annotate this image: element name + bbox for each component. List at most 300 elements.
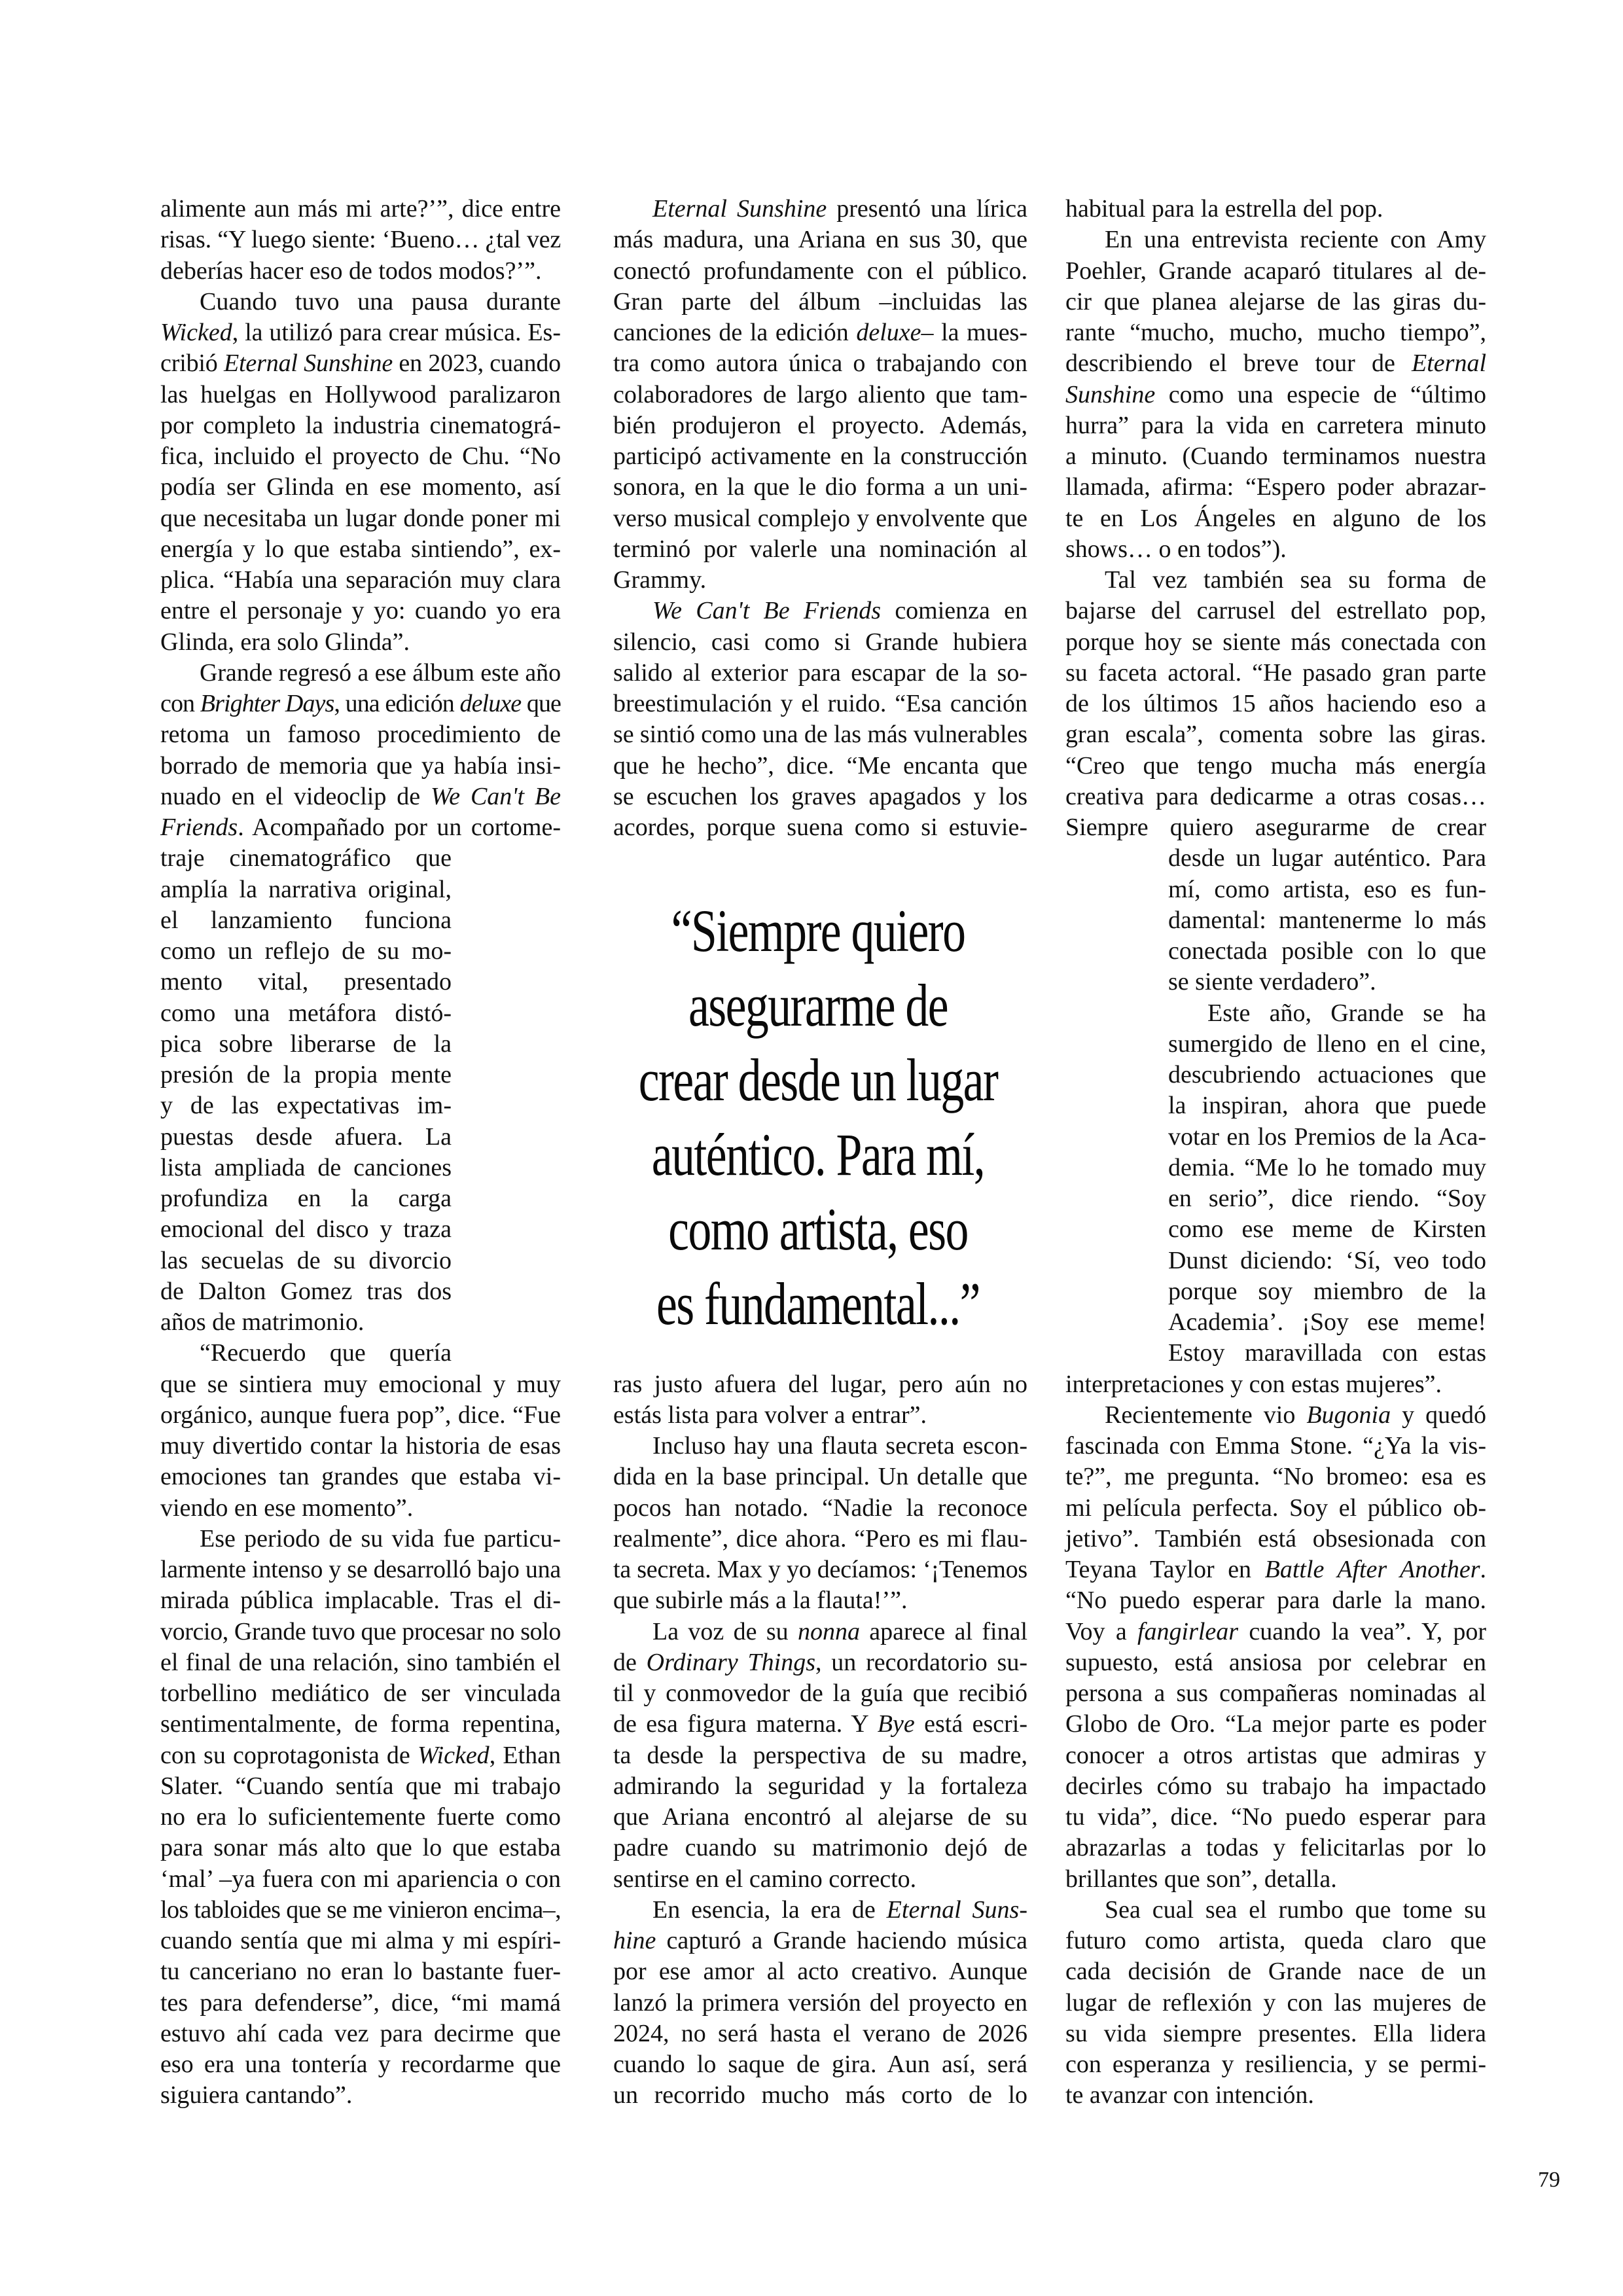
text-run: llamada, afirma: “Espero poder abrazar- (1065, 473, 1486, 501)
text-run: de Dalton Gomez tras dos (160, 1277, 452, 1305)
text-run: acordes, porque suena como si estuvie- (613, 814, 1027, 841)
text-run: estuvo ahí cada vez para decirme que (160, 2019, 561, 2047)
text-line (1105, 565, 1486, 596)
text-line (613, 1524, 1027, 1554)
text-run: mirada pública implacable. Tras el di- (160, 1587, 561, 1615)
text-line (160, 380, 561, 410)
text-line (160, 1493, 561, 1524)
text-run: comienza en (881, 597, 1027, 625)
text-line (1168, 1338, 1486, 1369)
text-line (613, 1369, 1027, 1400)
text-run: habitual para la estrella del pop. (1065, 195, 1383, 223)
text-line (1065, 1802, 1486, 1833)
text-line (1065, 1988, 1486, 2018)
text-line (1065, 751, 1486, 781)
text-run: su vida siempre presentes. Ella lidera (1065, 2019, 1486, 2047)
text-line (613, 1400, 1027, 1431)
text-run: hurra” para la vida en carretera minuto (1065, 411, 1486, 439)
text-run: terminó por valerle una nominación al (613, 535, 1027, 563)
text-line (160, 1369, 561, 1400)
text-run: Tal vez también sea su forma de (1105, 566, 1486, 594)
italic-title: Wicked (417, 1741, 490, 1769)
text-run: ras justo afuera del lugar, pero aún no (613, 1370, 1027, 1398)
text-line (160, 503, 561, 534)
italic-title: Wicked (160, 319, 232, 346)
text-line (1065, 317, 1486, 348)
text-run: ta secreta. Max y yo decíamos: ‘¡Tenemos (613, 1556, 1027, 1583)
text-run: Poehler, Grande acaparó titulares al de- (1065, 257, 1486, 285)
text-line (160, 1029, 452, 1060)
text-run: como una especie de “último (1155, 380, 1486, 408)
text-line (613, 503, 1027, 534)
text-line (613, 2049, 1027, 2080)
italic-title: Eternal Sunshine (223, 350, 393, 378)
text-run: desde un lugar auténtico. Para (1168, 844, 1486, 872)
text-run: risas. “Y luego siente: ‘Bueno… ¿tal vez (160, 226, 561, 254)
text-line (160, 1462, 561, 1492)
text-run: verso musical complejo y envolvente que (613, 504, 1027, 532)
text-run: abrazarlas a todas y felicitarlas por lo (1065, 1834, 1486, 1862)
text-run: más madura, una Ariana en sus 30, que (613, 226, 1027, 254)
text-line (1065, 194, 1486, 224)
text-line (613, 627, 1027, 658)
text-run: y quedó (1391, 1401, 1486, 1429)
text-run: colaboradores de largo aliento que tam- (613, 380, 1027, 408)
text-run: a minuto. (Cuando terminamos nuestra (1065, 442, 1486, 470)
pull-quote-line: asegurarme de (688, 972, 948, 1039)
text-run: mí, como artista, eso es fun- (1168, 875, 1486, 903)
text-line (1105, 1400, 1486, 1431)
text-run: creativa para dedicarme a otras cosas… (1065, 782, 1486, 810)
text-run: puestas desde afuera. La (160, 1122, 452, 1151)
text-line (613, 1462, 1027, 1492)
text-run: jetivo”. También está obsesionada con (1065, 1524, 1486, 1552)
text-run: pica sobre liberarse de la (160, 1030, 452, 1058)
text-run: deberías hacer eso de todos modos?’”. (160, 257, 542, 285)
text-line (613, 1956, 1027, 1987)
text-run: energía y lo que estaba sintiendo”, ex- (160, 535, 561, 563)
text-run: tes para defenderse”, dice, “mi mamá (160, 1988, 561, 2017)
text-line (160, 2080, 561, 2111)
text-run: padre cuando su matrimonio dejó de (613, 1834, 1027, 1862)
text-line (160, 1246, 452, 1276)
text-run: que necesitaba un lugar donde poner mi (160, 504, 561, 532)
text-run: . (1480, 1556, 1486, 1583)
text-run: tra como autora única o trabajando con (613, 350, 1027, 378)
text-line (160, 1740, 561, 1771)
text-run: brillantes que son”, detalla. (1065, 1865, 1337, 1893)
text-line (160, 1183, 452, 1214)
text-line (1065, 1585, 1486, 1616)
text-run: sumergido de lleno en el cine, (1168, 1030, 1486, 1058)
text-run: futuro como artista, queda claro que (1065, 1927, 1486, 1954)
italic-title: Bye (877, 1710, 915, 1738)
text-run: cribió (160, 350, 224, 378)
text-run: Sea cual sea el rumbo que tome su (1105, 1895, 1486, 1924)
text-line (160, 565, 561, 596)
text-line (160, 1678, 561, 1709)
italic-title: nonna (797, 1617, 860, 1645)
text-line (1065, 380, 1486, 410)
text-line (160, 1956, 561, 1987)
text-line (160, 812, 561, 843)
text-line (613, 1740, 1027, 1771)
text-line (1065, 689, 1486, 719)
text-line (613, 472, 1027, 503)
text-run: como un reflejo de su mo- (160, 937, 452, 965)
text-line (613, 1802, 1027, 1833)
text-run: cuando lo saque de gira. Aun así, será (613, 2051, 1027, 2078)
text-run: entre el personaje y yo: cuando yo era (160, 597, 561, 625)
text-run: con esperanza y resiliencia, y se permi- (1065, 2051, 1486, 2078)
text-run: no era lo suficientemente fuerte como (160, 1803, 561, 1831)
text-line (200, 658, 561, 689)
text-run: La voz de su (652, 1617, 798, 1645)
text-line (613, 1833, 1027, 1863)
text-line (1065, 1524, 1486, 1554)
text-line (1168, 1090, 1486, 1121)
text-line (160, 194, 561, 224)
text-line (1105, 224, 1486, 255)
text-run: , la utilizó para crear música. Es- (232, 319, 561, 346)
text-line (160, 596, 561, 626)
text-line (160, 1617, 561, 1647)
text-run: breestimulación y el ruido. “Esa canción (613, 690, 1027, 717)
text-run: las secuelas de su divorcio (160, 1246, 452, 1274)
text-run: emociones tan grandes que estaba vi- (160, 1463, 561, 1491)
text-run: profundiza en la carga (160, 1185, 452, 1212)
text-line (160, 1802, 561, 1833)
text-run: , Ethan (489, 1741, 562, 1769)
italic-title: Eternal (1412, 350, 1486, 378)
text-line (613, 751, 1027, 781)
text-line (160, 1833, 561, 1863)
text-line (160, 1431, 561, 1462)
text-line (160, 1214, 452, 1245)
text-run: pocos han notado. “Nadie la reconoce (613, 1494, 1027, 1522)
text-line (200, 287, 561, 317)
text-line (613, 287, 1027, 317)
text-run: de los últimos 15 años haciendo eso a (1065, 690, 1486, 717)
text-line (1065, 1709, 1486, 1740)
text-run: porque hoy se siente más conectada con (1065, 628, 1486, 656)
pull-quote-line: crear desde un lugar (638, 1047, 998, 1113)
text-run: Siempre quiero asegurarme de crear (1065, 814, 1486, 841)
text-line (1065, 441, 1486, 472)
page-number: 79 (1538, 2168, 1560, 2192)
text-line (613, 380, 1027, 410)
text-line (652, 1895, 1027, 1926)
text-run: nuado en el videoclip de (160, 782, 431, 810)
pull-quote (588, 893, 1048, 1341)
text-line (613, 1493, 1027, 1524)
text-run: el lanzamiento funciona (160, 906, 452, 934)
text-run: en serio”, dice riendo. “Soy (1168, 1185, 1486, 1212)
text-line (160, 1926, 561, 1956)
text-run: muy divertido contar la historia de esas (160, 1432, 561, 1460)
text-line (1168, 1246, 1486, 1276)
text-line (613, 348, 1027, 379)
text-line (160, 1122, 452, 1153)
text-run: dida en la base principal. Un detalle que (613, 1463, 1027, 1491)
text-line (1065, 1864, 1486, 1895)
text-run: “No puedo esperar para darle la mano. (1065, 1587, 1486, 1615)
text-run: aparece al final (859, 1617, 1028, 1645)
italic-title: hine (613, 1927, 656, 1954)
pull-quote-line: auténtico. Para mí, (651, 1121, 985, 1188)
text-line (1065, 1493, 1486, 1524)
text-line (652, 596, 1027, 626)
text-run: que Ariana encontró al alejarse de su (613, 1803, 1027, 1831)
text-run: describiendo el breve tour de (1065, 350, 1412, 378)
text-line (1065, 2080, 1486, 2111)
text-line (613, 781, 1027, 812)
text-run: eso era una tontería y recordarme que (160, 2051, 561, 2078)
text-run: admirando la seguridad y la fortaleza (613, 1772, 1027, 1800)
text-line (160, 1771, 561, 1802)
text-run: Gran parte del álbum –incluidas las (613, 287, 1027, 315)
text-run: la inspiran, ahora que puede (1168, 1092, 1486, 1120)
text-line (1105, 1895, 1486, 1926)
text-run: ‘mal’ –ya fuera con mi apariencia o con (160, 1865, 561, 1893)
text-run: emocional del disco y traza (160, 1215, 452, 1244)
text-run: votar en los Premios de la Aca- (1168, 1122, 1486, 1151)
text-run: en 2023, cuando (393, 350, 562, 378)
text-line (160, 998, 452, 1029)
text-line (160, 627, 561, 658)
text-run: amplía la narrativa original, (160, 875, 452, 903)
text-run: siguiera cantando”. (160, 2081, 353, 2109)
text-line (160, 1585, 561, 1616)
text-run: los tabloides que se me vinieron encima–, (160, 1895, 561, 1924)
italic-title: Brighter Days (200, 690, 334, 717)
text-line (1065, 1369, 1486, 1400)
text-line (1065, 1833, 1486, 1863)
text-run: se sintió como una de las más vulnerables (613, 721, 1027, 749)
text-run: presión de la propia mente (160, 1061, 452, 1088)
text-run: lugar de reflexión y con las mujeres de (1065, 1988, 1486, 2017)
text-line (652, 1617, 1027, 1647)
text-line (613, 2080, 1027, 2111)
text-run: lanzó la primera versión del proyecto en (613, 1988, 1027, 2017)
text-line (160, 2049, 561, 2080)
italic-title: Bugonia (1306, 1401, 1391, 1429)
text-line (1065, 256, 1486, 287)
text-run: larmente intenso y se desarrolló bajo una (160, 1556, 561, 1583)
text-line (160, 317, 561, 348)
text-line (1168, 843, 1486, 874)
text-line (613, 812, 1027, 843)
text-line (1065, 1740, 1486, 1771)
text-run: Este año, Grande se ha (1207, 999, 1486, 1027)
text-line (160, 719, 561, 750)
text-run: . Acompañado por un cortome- (238, 814, 561, 841)
text-line (613, 1554, 1027, 1585)
text-run: viendo en ese momento”. (160, 1494, 414, 1522)
italic-title: fangirlear (1137, 1617, 1239, 1645)
text-line (160, 410, 561, 441)
pull-quote-line: es fundamental...” (656, 1270, 980, 1337)
text-run: podía ser Glinda en ese momento, así (160, 473, 561, 501)
text-line (1065, 1647, 1486, 1678)
text-line (160, 534, 561, 565)
text-run: orgánico, aunque fuera pop”, dice. “Fue (160, 1401, 561, 1429)
text-line (1065, 1771, 1486, 1802)
pull-quote-line: como artista, eso (668, 1196, 968, 1263)
text-run: “Creo que tengo mucha más energía (1065, 751, 1486, 780)
text-run: silencio, casi como si Grande hubiera (613, 628, 1027, 656)
text-line (160, 1709, 561, 1740)
italic-title: Eternal Suns- (886, 1895, 1027, 1924)
text-line (160, 781, 561, 812)
text-run: , una edición (334, 690, 460, 717)
text-run: Cuando tuvo una pausa durante (200, 287, 561, 315)
text-line (160, 689, 561, 719)
text-line (613, 689, 1027, 719)
text-run: porque soy miembro de la (1168, 1277, 1486, 1305)
text-run: Ese periodo de su vida fue particu- (200, 1524, 561, 1552)
text-run: por ese amor al acto creativo. Aunque (613, 1958, 1027, 1986)
text-run: Glinda, era solo Glinda”. (160, 628, 410, 656)
text-line (1168, 1276, 1486, 1307)
text-line (613, 256, 1027, 287)
text-line (1065, 2018, 1486, 2049)
text-run: te en Los Ángeles en alguno de los (1065, 504, 1486, 532)
text-run: persona a sus compañeras nominadas al (1065, 1679, 1486, 1707)
text-run: que he hecho”, dice. “Me encanta que (613, 751, 1027, 780)
text-run: plica. “Había una separación muy clara (160, 566, 561, 594)
text-line (1065, 348, 1486, 379)
text-line (160, 874, 452, 905)
text-run: capturó a Grande haciendo música (656, 1927, 1027, 1954)
text-run: con su coprotagonista de (160, 1741, 418, 1769)
text-line (1065, 1956, 1486, 1987)
text-run: vorcio, Grande tuvo que procesar no solo (160, 1617, 561, 1645)
pull-quote-line: “Siempre quiero (671, 897, 965, 964)
text-line (613, 534, 1027, 565)
text-line (160, 967, 452, 997)
text-run: til y conmovedor de la guía que recibió (613, 1679, 1027, 1707)
italic-title: deluxe (459, 690, 522, 717)
text-line (613, 441, 1027, 472)
text-run: En esencia, la era de (652, 1895, 887, 1924)
text-run: bién produjeron el proyecto. Además, (613, 411, 1027, 439)
text-line (160, 936, 452, 967)
text-run: 2024, no será hasta el verano de 2026 (613, 2019, 1027, 2047)
text-run: cuando sentía que mi alma y mi espíri- (160, 1927, 561, 1954)
text-run: gran escala”, comenta sobre las giras. (1065, 721, 1486, 749)
text-line (1207, 998, 1486, 1029)
text-run: descubriendo actuaciones que (1168, 1061, 1486, 1088)
italic-title: Friends (160, 814, 238, 841)
text-run: bajarse del carrusel del estrellato pop, (1065, 597, 1486, 625)
text-line (1065, 1678, 1486, 1709)
text-run: , un recordatorio su- (815, 1648, 1027, 1676)
italic-title: Battle After Another (1264, 1556, 1480, 1583)
text-line (160, 1276, 452, 1307)
text-line (1065, 1926, 1486, 1956)
text-line (1065, 2049, 1486, 2080)
text-run: Recientemente vio (1105, 1401, 1307, 1429)
text-run: presentó una lírica (827, 195, 1027, 223)
text-run: interpretaciones y con estas mujeres”. (1065, 1370, 1442, 1398)
text-line (160, 256, 561, 287)
text-run: Grammy. (613, 566, 707, 594)
text-run: Estoy maravillada con estas (1168, 1339, 1486, 1367)
text-line (160, 224, 561, 255)
text-run: ta desde la perspectiva de su madre, (613, 1741, 1027, 1769)
text-run: que (521, 690, 562, 717)
text-line (160, 1988, 561, 2018)
text-line (1168, 874, 1486, 905)
text-line (613, 410, 1027, 441)
text-line (160, 1647, 561, 1678)
text-line (613, 1864, 1027, 1895)
text-run: el final de una relación, sino también el (160, 1648, 561, 1676)
text-run: Dunst diciendo: ‘Sí, veo todo (1168, 1246, 1486, 1274)
text-run: realmente”, dice ahora. “Pero es mi flau- (613, 1524, 1027, 1552)
text-line (1168, 967, 1486, 997)
text-line (160, 2018, 561, 2049)
italic-title: We Can't Be (431, 782, 561, 810)
text-line (1065, 1431, 1486, 1462)
text-line (1065, 1554, 1486, 1585)
text-line (200, 1338, 452, 1369)
text-line (1065, 719, 1486, 750)
text-line (613, 1771, 1027, 1802)
text-line (160, 1090, 452, 1121)
text-line (613, 1678, 1027, 1709)
text-run: Grande regresó a ese álbum este año (200, 658, 561, 687)
text-line (613, 719, 1027, 750)
text-run: de (613, 1648, 647, 1676)
text-run: se escuchen los graves apagados y los (613, 782, 1027, 810)
text-run: rante “mucho, mucho, mucho tiempo”, (1065, 319, 1486, 346)
italic-title: deluxe (856, 319, 921, 346)
text-run: conectó profundamente con el público. (613, 257, 1027, 285)
text-line (652, 1431, 1027, 1462)
text-line (160, 1307, 452, 1338)
text-run: y de las expectativas im- (160, 1092, 452, 1120)
text-run: Voy a (1065, 1617, 1137, 1645)
text-line (160, 348, 561, 379)
text-line (160, 441, 561, 472)
text-line (1065, 534, 1486, 565)
text-run: tu canceriano no eran lo bastante fuer- (160, 1958, 561, 1986)
italic-title: Eternal Sunshine (652, 195, 827, 223)
text-line (613, 1647, 1027, 1678)
text-line (613, 1585, 1027, 1616)
text-line (1065, 472, 1486, 503)
text-line (1065, 812, 1486, 843)
text-run: borrado de memoria que ya había insi- (160, 751, 561, 780)
text-line (160, 843, 452, 874)
text-run: conectada posible con lo que (1168, 937, 1486, 965)
text-run: que subirle más a la flauta!’”. (613, 1587, 908, 1615)
text-line (1065, 410, 1486, 441)
text-run: está escri- (914, 1710, 1028, 1738)
text-run: supuesto, está ansiosa por celebrar en (1065, 1648, 1486, 1676)
text-line (1065, 1462, 1486, 1492)
text-run: por completo la industria cinematográ- (160, 411, 561, 439)
text-line (1168, 1307, 1486, 1338)
text-line (160, 1895, 561, 1926)
text-run: lista ampliada de canciones (160, 1153, 452, 1181)
text-run: que se sintiera muy emocional y muy (160, 1370, 561, 1398)
text-run: años de matrimonio. (160, 1308, 365, 1336)
text-run: estás lista para volver a entrar”. (613, 1401, 927, 1429)
text-run: sonora, en la que le dio forma a un uni- (613, 473, 1027, 501)
